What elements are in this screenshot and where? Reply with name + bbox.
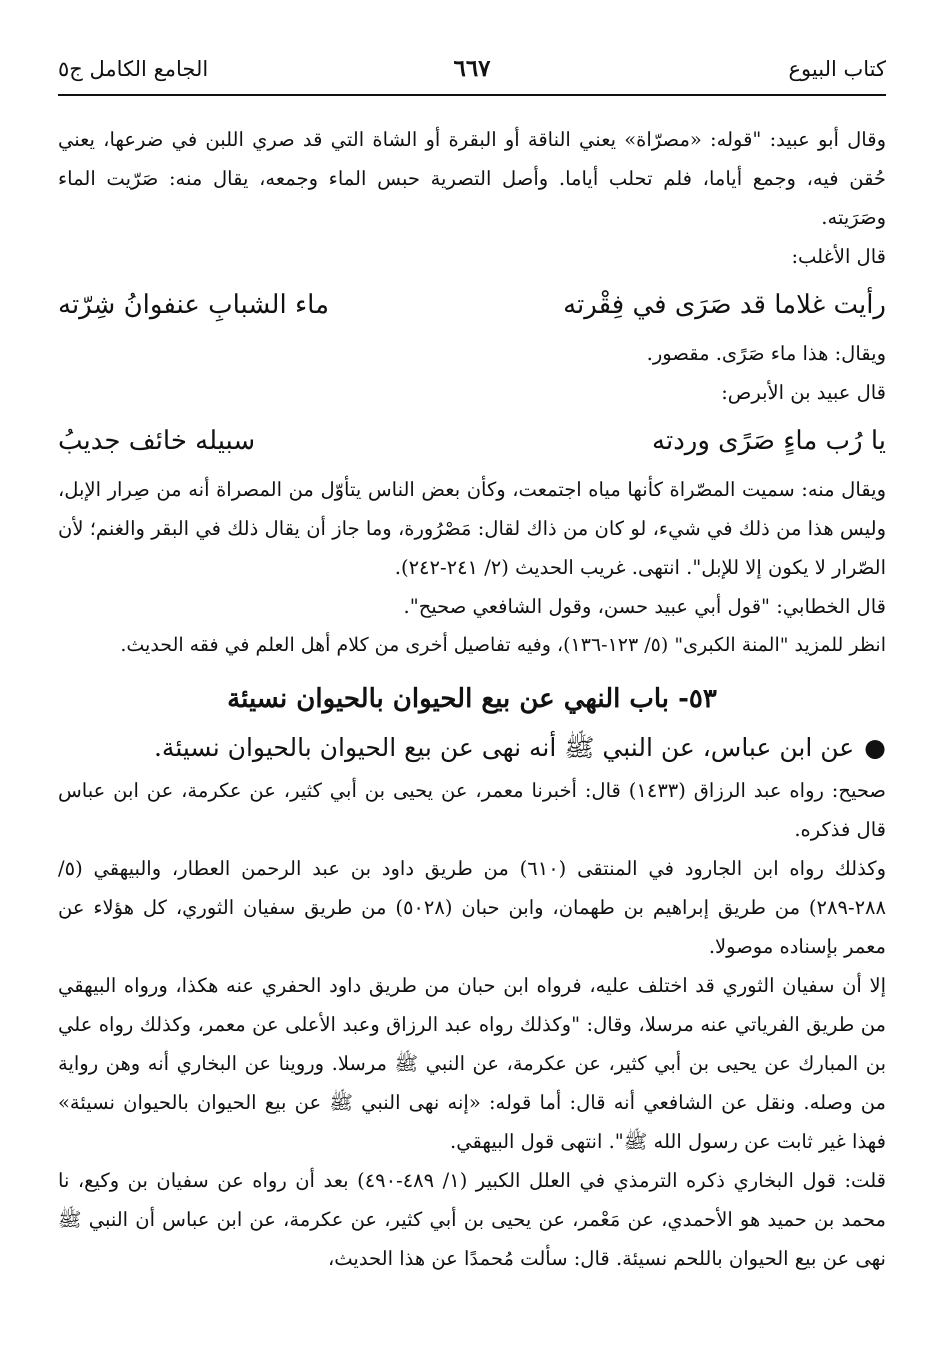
- header-divider: [58, 94, 886, 96]
- paragraph-khattabi: قال الخطابي: "قول أبي عبيد حسن، وقول الشافعي صحيح".: [403, 595, 886, 618]
- hadith-text: [58, 725, 886, 771]
- paragraph-abu-ubaid: وقال أبو عبيد: "قوله: «مصرّاة» يعني الناقة أو البقرة أو الشاة التي قد صري اللبن في ضرعها، يعني حُقن فيه، وجمع أياما، فلم تحلب أياما. وأصل التصرية حبس الماء وجمعه، يقال منه: صَرّيت الماء وصَرَيته.: [58, 128, 886, 229]
- paragraph-sufyan: إلا أن سفيان الثوري قد اختلف عليه، فرواه ابن حبان من طريق داود الحفري عنه هكذا، ورواه البيهقي من طريق الفرياتي عنه مرسلا، وقال: "وكذلك رواه عبد الرزاق وعبد الأعلى عن معمر، وكذلك رواه علي بن المبارك عن يحيى بن أبي كثير، عن عكرمة، عن النبي ﷺ مرسلا. وروينا عن البخاري أنه وهن رواية من وصله. ونقل عن الشافعي أنه قال: أما قوله: «إنه نهى النبي ﷺ عن بيع الحيوان بالحيوان نسيئة» فهذا غير ثابت عن رسول الله ﷺ". انتهى قول البيهقي.: [58, 974, 886, 1153]
- paragraph-ubayd: قال عبيد بن الأبرص:: [721, 381, 886, 404]
- paragraph-qultu: قلت: قول البخاري ذكره الترمذي في العلل الكبير (١/ ٤٨٩-٤٩٠) بعد أن رواه عن سفيان بن وكيع، نا محمد بن حميد هو الأحمدي، عن مَعْمر، عن يحيى بن أبي كثير، عن عكرمة، عن ابن عباس أن النبي ﷺ نهى عن بيع الحيوان باللحم نسيئة. قال: سألت مُحمدًا عن هذا الحديث،: [58, 1169, 886, 1270]
- chapter-title: كتاب البيوع: [788, 57, 886, 81]
- verse-2-first-hemistich: يا رُب ماءٍ صَرًى وردته: [652, 426, 886, 456]
- page-number: ٦٦٧: [453, 55, 491, 82]
- paragraph-musarrah: ويقال منه: سميت المصّراة كأنها مياه اجتمعت، وكأن بعض الناس يتأوّل من المصراة أنه من صِرار الإبل، وليس هذا من ذلك في شيء، لو كان من ذاك لقال: مَصْرُورة، وما جاز أن يقال ذلك في البقر والغنم؛ لأن الصّرار لا يكون إلا للإبل". انتهى. غريب الحديث (٢/ ٢٤١-٢٤٢).: [58, 478, 886, 579]
- paragraph-maqsur: ويقال: هذا ماء صَرًى. مقصور.: [646, 342, 886, 365]
- paragraph-al-aghlab: قال الأغلب:: [791, 245, 886, 268]
- hadith-body: عن ابن عباس، عن النبي ﷺ أنه نهى عن بيع الحيوان بالحيوان نسيئة.: [153, 733, 855, 762]
- bullet-icon: ●: [864, 733, 886, 762]
- paragraph-sahih: صحيح: رواه عبد الرزاق (١٤٣٣) قال: أخبرنا معمر، عن يحيى بن أبي كثير، عن عكرمة، عن ابن عباس قال فذكره.: [58, 779, 886, 841]
- chapter-heading: ٥٣- باب النهي عن بيع الحيوان بالحيوان نسيئة: [227, 684, 717, 714]
- verse-2-second-hemistich: سبيله خائف جديبُ: [58, 426, 256, 456]
- verse-1-first-hemistich: رأيت غلاما قد صَرَى في فِقْرته: [563, 290, 886, 320]
- poem-verse-2: [58, 416, 886, 466]
- verse-1-second-hemistich: ماء الشبابِ عنفوانُ شِرّته: [58, 290, 330, 320]
- book-title: الجامع الكامل ج٥: [58, 57, 209, 81]
- paragraph-ibn-jarud: وكذلك رواه ابن الجارود في المنتقى (٦١٠) من طريق داود بن عبد الرحمن العطار، والبيهقي (٥/ ٢٨٨-٢٨٩) من طريق إبراهيم بن طهمان، وابن حبان (٥٠٢٨) من طريق سفيان الثوري، كل هؤلاء عن معمر بإسناده موصولا.: [58, 857, 886, 958]
- page-header: [58, 52, 886, 94]
- page-body: [58, 120, 886, 1278]
- poem-verse-1: [58, 280, 886, 330]
- paragraph-reference: انظر للمزيد "المنة الكبرى" (٥/ ١٢٣-١٣٦)، وفيه تفاصيل أخرى من كلام أهل العلم في فقه الحديث.: [120, 634, 886, 656]
